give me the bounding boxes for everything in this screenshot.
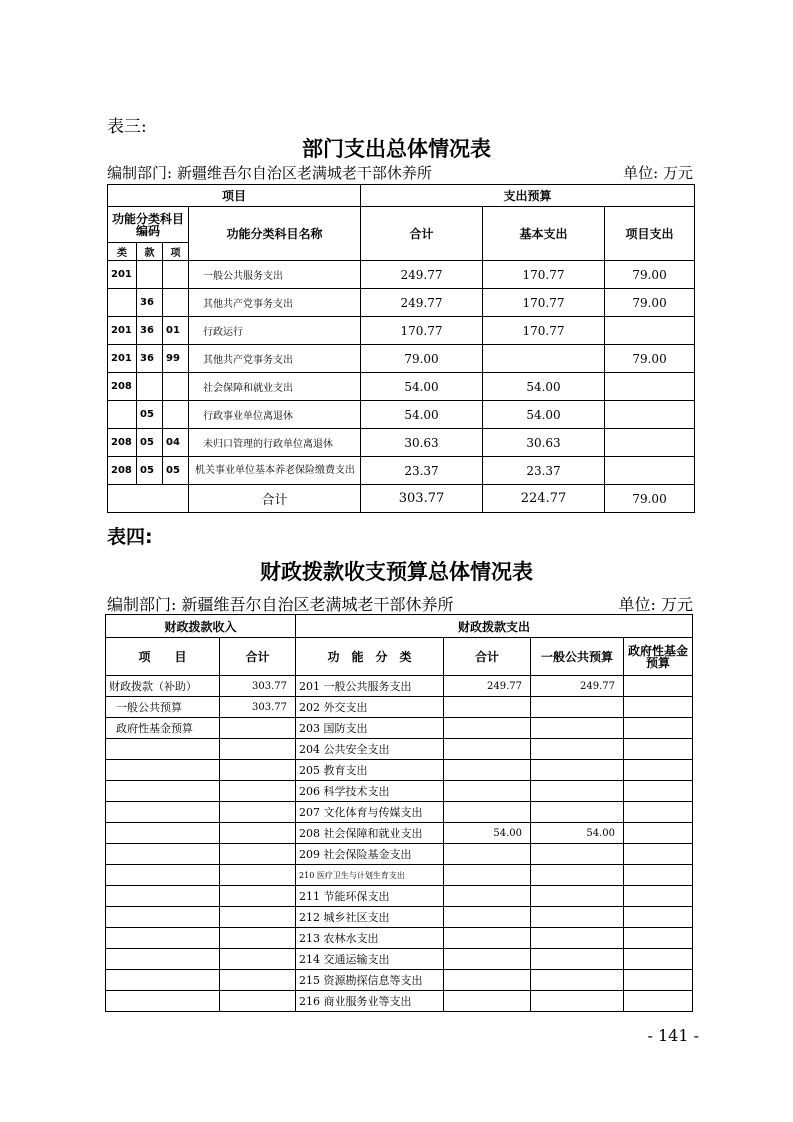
- expense-total: [444, 949, 531, 970]
- expense-fund: [624, 865, 693, 886]
- expense-general: [531, 697, 624, 718]
- income-item: [106, 802, 220, 823]
- table-row: [106, 697, 693, 718]
- cell-proj: 79.00: [605, 261, 695, 289]
- income-total: [220, 781, 296, 802]
- table-row: [106, 718, 693, 739]
- table4-label: 表四:: [107, 526, 153, 548]
- income-total: [220, 823, 296, 844]
- table-row: [108, 345, 695, 373]
- table3-meta: [107, 162, 693, 183]
- expense-function: 207 文化体育与传媒支出: [296, 802, 444, 823]
- income-total: [220, 865, 296, 886]
- table4-meta: [107, 592, 693, 615]
- code-kuan: 36: [137, 289, 163, 317]
- income-item: [106, 970, 220, 991]
- expense-function: 210 医疗卫生与计划生育支出: [296, 865, 444, 886]
- table4-title: 财政拨款收支预算总体情况表: [260, 560, 533, 584]
- header-general: 一般公共预算: [531, 638, 624, 676]
- header-inc-total: 合计: [220, 638, 296, 676]
- expense-total: [444, 844, 531, 865]
- item-name: 行政运行: [189, 317, 361, 345]
- code-xiang: [163, 261, 189, 289]
- cell-basic: 170.77: [483, 289, 605, 317]
- expense-fund: [624, 949, 693, 970]
- header-item: 项 目: [106, 638, 220, 676]
- expense-fund: [624, 886, 693, 907]
- item-name: 机关事业单位基本养老保险缴费支出: [189, 457, 361, 485]
- header-xiang: 项: [163, 243, 189, 261]
- table-row: [108, 373, 695, 401]
- table3-dept: 编制部门: 新疆维吾尔自治区老满城老干部休养所: [107, 164, 432, 182]
- item-name: 其他共产党事务支出: [189, 289, 361, 317]
- table-footer-row: [108, 485, 695, 513]
- code-lei: 208: [108, 457, 137, 485]
- item-name: 一般公共服务支出: [189, 261, 361, 289]
- income-total: [220, 949, 296, 970]
- cell-total: 54.00: [361, 401, 483, 429]
- expense-fund: [624, 760, 693, 781]
- cell-proj: [605, 401, 695, 429]
- expense-function: 205 教育支出: [296, 760, 444, 781]
- expense-total: [444, 865, 531, 886]
- expense-total: [444, 907, 531, 928]
- expense-general: [531, 802, 624, 823]
- expense-total: [444, 802, 531, 823]
- footer-total: 303.77: [361, 485, 483, 513]
- code-kuan: 05: [137, 401, 163, 429]
- expense-total: 249.77: [444, 676, 531, 697]
- fiscal-allocation-table: [105, 614, 693, 1012]
- header-fund: 政府性基金预算: [624, 638, 693, 676]
- expense-general: [531, 718, 624, 739]
- expense-function: 213 农林水支出: [296, 928, 444, 949]
- table-row: [106, 991, 693, 1012]
- expense-total: [444, 886, 531, 907]
- income-item: [106, 949, 220, 970]
- item-name: 其他共产党事务支出: [189, 345, 361, 373]
- expense-fund: [624, 739, 693, 760]
- expense-fund: [624, 802, 693, 823]
- expense-function: 209 社会保险基金支出: [296, 844, 444, 865]
- expense-function: 201 一般公共服务支出: [296, 676, 444, 697]
- cell-basic: 54.00: [483, 401, 605, 429]
- code-xiang: [163, 373, 189, 401]
- expense-fund: [624, 907, 693, 928]
- table-row: [108, 289, 695, 317]
- table4-dept: 编制部门: 新疆维吾尔自治区老满城老干部休养所: [107, 595, 454, 614]
- header-project: 项目: [108, 185, 361, 207]
- income-total: [220, 739, 296, 760]
- expense-fund: [624, 697, 693, 718]
- header-exp-total: 合计: [444, 638, 531, 676]
- code-lei: 201: [108, 317, 137, 345]
- income-total: [220, 802, 296, 823]
- expense-general: [531, 844, 624, 865]
- cell-total: 30.63: [361, 429, 483, 457]
- expense-function: 216 商业服务业等支出: [296, 991, 444, 1012]
- dept-expenditure-table: [107, 184, 695, 513]
- table-row: [106, 781, 693, 802]
- income-item: [106, 907, 220, 928]
- expense-fund: [624, 781, 693, 802]
- cell-basic: [483, 345, 605, 373]
- header-proj: 项目支出: [605, 207, 695, 261]
- header-func: 功 能 分 类: [296, 638, 444, 676]
- income-total: 303.77: [220, 697, 296, 718]
- cell-proj: 79.00: [605, 345, 695, 373]
- header-expense: 财政拨款支出: [296, 615, 693, 638]
- cell-total: 79.00: [361, 345, 483, 373]
- cell-total: 54.00: [361, 373, 483, 401]
- income-total: [220, 991, 296, 1012]
- expense-fund: [624, 970, 693, 991]
- cell-proj: [605, 429, 695, 457]
- income-item: [106, 760, 220, 781]
- expense-general: [531, 739, 624, 760]
- table4-unit: 单位: 万元: [618, 595, 693, 614]
- code-kuan: [137, 261, 163, 289]
- cell-basic: 170.77: [483, 317, 605, 345]
- header-income: 财政拨款收入: [106, 615, 296, 638]
- expense-general: 54.00: [531, 823, 624, 844]
- expense-function: 208 社会保障和就业支出: [296, 823, 444, 844]
- cell-total: 249.77: [361, 289, 483, 317]
- footer-empty: [108, 485, 189, 513]
- expense-fund: [624, 823, 693, 844]
- code-kuan: 36: [137, 317, 163, 345]
- table-row: [108, 429, 695, 457]
- table-row: [106, 949, 693, 970]
- expense-function: 203 国防支出: [296, 718, 444, 739]
- income-total: [220, 886, 296, 907]
- code-kuan: [137, 373, 163, 401]
- code-lei: [108, 401, 137, 429]
- income-total: [220, 844, 296, 865]
- item-name: 社会保障和就业支出: [189, 373, 361, 401]
- income-item: 一般公共预算: [106, 697, 220, 718]
- table-row: [106, 907, 693, 928]
- page-number: - 141 -: [647, 1026, 699, 1045]
- header-basic: 基本支出: [483, 207, 605, 261]
- cell-total: 23.37: [361, 457, 483, 485]
- cell-proj: [605, 373, 695, 401]
- expense-total: [444, 781, 531, 802]
- footer-label: 合计: [189, 485, 361, 513]
- code-lei: 208: [108, 373, 137, 401]
- table-row: [106, 739, 693, 760]
- expense-function: 212 城乡社区支出: [296, 907, 444, 928]
- cell-proj: 79.00: [605, 289, 695, 317]
- cell-proj: [605, 317, 695, 345]
- income-item: [106, 781, 220, 802]
- expense-fund: [624, 928, 693, 949]
- expense-total: [444, 739, 531, 760]
- cell-basic: 170.77: [483, 261, 605, 289]
- table-row: [106, 865, 693, 886]
- income-item: [106, 991, 220, 1012]
- footer-proj: 79.00: [605, 485, 695, 513]
- expense-function: 215 资源勘探信息等支出: [296, 970, 444, 991]
- expense-function: 202 外交支出: [296, 697, 444, 718]
- income-total: [220, 760, 296, 781]
- expense-fund: [624, 718, 693, 739]
- expense-general: [531, 991, 624, 1012]
- code-xiang: 05: [163, 457, 189, 485]
- income-item: [106, 865, 220, 886]
- table3-unit: 单位: 万元: [623, 164, 693, 182]
- table-row: [108, 261, 695, 289]
- code-xiang: 99: [163, 345, 189, 373]
- table-row: [106, 928, 693, 949]
- table-row: [106, 823, 693, 844]
- header-kuan: 款: [137, 243, 163, 261]
- table-row: [108, 457, 695, 485]
- income-total: 303.77: [220, 676, 296, 697]
- table-row: [106, 970, 693, 991]
- expense-general: [531, 928, 624, 949]
- expense-fund: [624, 844, 693, 865]
- item-name: 未归口管理的行政单位离退休: [189, 429, 361, 457]
- code-kuan: 05: [137, 429, 163, 457]
- expense-general: [531, 886, 624, 907]
- expense-general: [531, 949, 624, 970]
- cell-basic: 23.37: [483, 457, 605, 485]
- footer-basic: 224.77: [483, 485, 605, 513]
- code-xiang: [163, 401, 189, 429]
- expense-total: [444, 928, 531, 949]
- expense-general: [531, 865, 624, 886]
- expense-total: 54.00: [444, 823, 531, 844]
- item-name: 行政事业单位离退休: [189, 401, 361, 429]
- expense-total: [444, 718, 531, 739]
- header-name: 功能分类科目名称: [189, 207, 361, 261]
- income-total: [220, 907, 296, 928]
- cell-total: 170.77: [361, 317, 483, 345]
- income-item: [106, 886, 220, 907]
- expense-general: [531, 970, 624, 991]
- header-code-group: 功能分类科目编码: [108, 207, 189, 243]
- expense-general: [531, 781, 624, 802]
- cell-total: 249.77: [361, 261, 483, 289]
- header-lei: 类: [108, 243, 137, 261]
- expense-total: [444, 760, 531, 781]
- table-row: [106, 844, 693, 865]
- expense-function: 211 节能环保支出: [296, 886, 444, 907]
- code-xiang: 04: [163, 429, 189, 457]
- expense-general: 249.77: [531, 676, 624, 697]
- table-row: [106, 760, 693, 781]
- income-total: [220, 970, 296, 991]
- table-row: [106, 886, 693, 907]
- expense-fund: [624, 676, 693, 697]
- income-item: [106, 739, 220, 760]
- header-budget: 支出预算: [361, 185, 695, 207]
- code-kuan: 05: [137, 457, 163, 485]
- table-row: [108, 317, 695, 345]
- header-total: 合计: [361, 207, 483, 261]
- expense-general: [531, 760, 624, 781]
- income-item: [106, 928, 220, 949]
- income-item: 财政拨款（补助）: [106, 676, 220, 697]
- income-item: [106, 823, 220, 844]
- table-row: [106, 802, 693, 823]
- expense-total: [444, 991, 531, 1012]
- expense-function: 206 科学技术支出: [296, 781, 444, 802]
- code-lei: 201: [108, 261, 137, 289]
- code-xiang: [163, 289, 189, 317]
- expense-total: [444, 697, 531, 718]
- code-lei: 208: [108, 429, 137, 457]
- income-item: 政府性基金预算: [106, 718, 220, 739]
- code-kuan: 36: [137, 345, 163, 373]
- table3-title: 部门支出总体情况表: [302, 137, 491, 161]
- code-lei: 201: [108, 345, 137, 373]
- cell-proj: [605, 457, 695, 485]
- income-total: [220, 928, 296, 949]
- income-item: [106, 844, 220, 865]
- income-total: [220, 718, 296, 739]
- table3-label: 表三:: [107, 117, 147, 137]
- table-row: [108, 401, 695, 429]
- expense-function: 214 交通运输支出: [296, 949, 444, 970]
- expense-function: 204 公共安全支出: [296, 739, 444, 760]
- expense-total: [444, 970, 531, 991]
- code-lei: [108, 289, 137, 317]
- cell-basic: 30.63: [483, 429, 605, 457]
- table-row: [106, 676, 693, 697]
- cell-basic: 54.00: [483, 373, 605, 401]
- expense-general: [531, 907, 624, 928]
- code-xiang: 01: [163, 317, 189, 345]
- expense-fund: [624, 991, 693, 1012]
